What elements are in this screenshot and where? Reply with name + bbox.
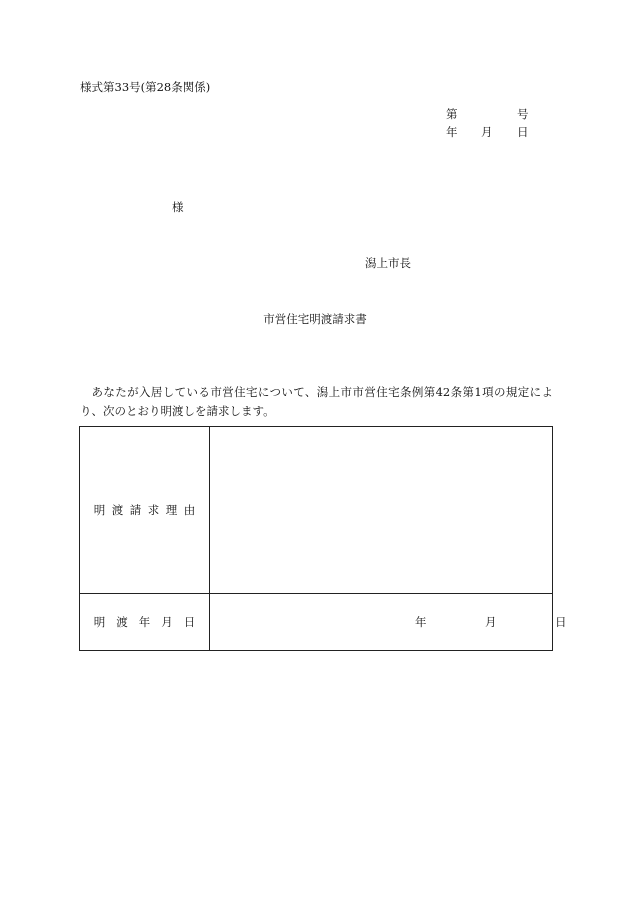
issue-date-day: 日 [517,125,529,139]
reason-value-cell [210,427,552,593]
addressee-suffix: 様 [172,200,184,214]
date-row [80,594,567,650]
handover-date-year: 年 [415,615,427,629]
issue-date-year: 年 [446,125,458,139]
date-label-cell [80,594,210,650]
document-title: 市営住宅明渡請求書 [263,312,367,326]
body-text: あなたが入居している市営住宅について、潟上市市営住宅条例第42条第1項の規定により、次のとおり明渡しを請求します。 [80,385,553,418]
date-value-cell [210,594,567,650]
reason-label: 明渡請求理由 [93,503,202,517]
reason-row [80,427,552,594]
handover-date-month: 月 [485,615,497,629]
form-number: 様式第33号(第28条関係) [80,80,211,94]
request-table [79,426,567,651]
issuer: 潟上市長 [365,256,411,270]
date-label: 明渡年月日 [93,615,207,629]
reason-label-cell [80,427,210,593]
handover-date-day: 日 [555,615,567,629]
issue-date-month: 月 [481,125,493,139]
document-number-suffix: 号 [517,107,529,121]
document-number-prefix: 第 [446,107,458,121]
